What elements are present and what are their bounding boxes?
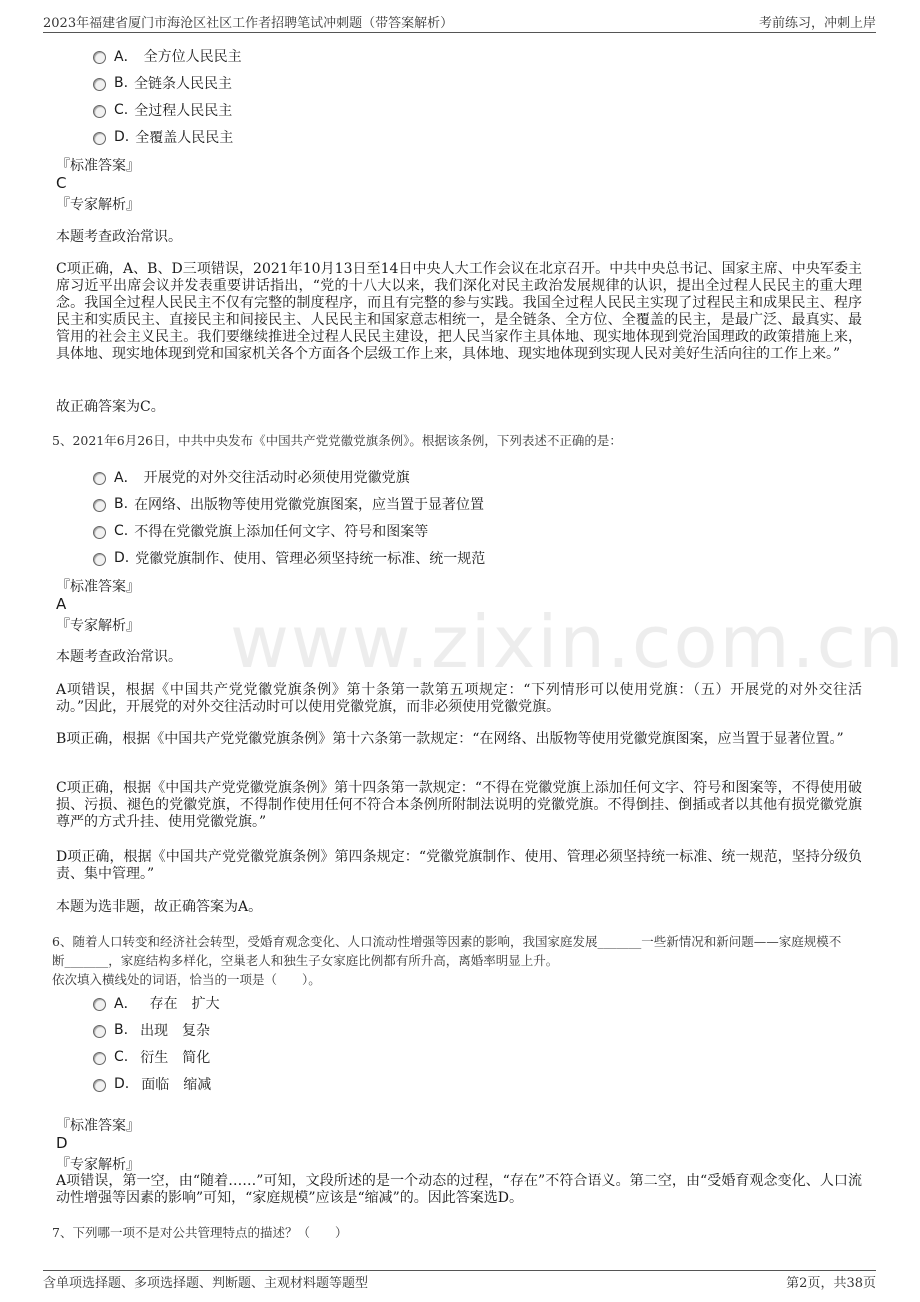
radio-icon[interactable] xyxy=(93,526,106,539)
document-title: 2023年福建省厦门市海沧区社区工作者招聘笔试冲刺题（带答案解析） xyxy=(43,16,454,31)
option-letter: D. xyxy=(114,1076,130,1092)
header-slogan: 考前练习，冲刺上岸 xyxy=(758,16,876,31)
q4-analysis-intro: 本题考查政治常识。 xyxy=(56,229,182,245)
q6-question-line1: 6、随着人口转变和经济社会转型，受婚育观念变化、人口流动性增强等因素的影响，我国家庭发展_______一些新情况和新问题——家庭规模不 xyxy=(52,934,842,949)
q5-option-d[interactable] xyxy=(93,548,485,568)
radio-icon[interactable] xyxy=(93,51,106,64)
option-text: 开展党的对外交往活动时必须使用党徽党旗 xyxy=(143,470,410,486)
q6-option-b[interactable] xyxy=(93,1020,210,1040)
option-letter: A． xyxy=(114,996,138,1012)
header-divider xyxy=(43,32,876,33)
option-letter: C. xyxy=(114,1049,129,1065)
radio-icon[interactable] xyxy=(93,553,106,566)
q5-analysis-a: A项错误，根据《中国共产党党徽党旗条例》第十条第一款第五项规定：“下列情形可以使用党旗：（五）开展党的对外交往活动。”因此，开展党的对外交往活动时可以使用党徽党旗，而非必须使用党徽党旗。 xyxy=(56,682,862,715)
q7-question: 7、下列哪一项不是对公共管理特点的描述？（ ） xyxy=(52,1225,348,1240)
q5-analysis-intro: 本题考查政治常识。 xyxy=(56,649,182,665)
option-letter: D. xyxy=(114,129,130,145)
q5-option-b[interactable] xyxy=(93,494,484,514)
radio-icon[interactable] xyxy=(93,132,106,145)
q6-analysis-label: 『专家解析』 xyxy=(56,1157,140,1173)
q4-answer-label: 『标准答案』 xyxy=(56,158,140,174)
q5-analysis-label: 『专家解析』 xyxy=(56,618,140,634)
option-letter: A． xyxy=(114,470,138,486)
q6-analysis: A项错误，第一空，由“随着……”可知，文段所述的是一个动态的过程，“存在”不符合语义。第二空，由“受婚育观念变化、人口流动性增强等因素的影响”可知，“家庭规模”应该是“缩减”的。因此答案选D。 xyxy=(56,1173,862,1206)
option-text: 全链条人民民主 xyxy=(134,76,233,92)
q4-option-c[interactable] xyxy=(93,100,232,120)
option-text: 存在 扩大 xyxy=(149,996,220,1012)
radio-icon[interactable] xyxy=(93,499,106,512)
q5-analysis-conclusion: 本题为选非题，故正确答案为A。 xyxy=(56,899,263,915)
radio-icon[interactable] xyxy=(93,78,106,91)
watermark: www.zixin.com.cn xyxy=(230,600,906,684)
q6-answer-label: 『标准答案』 xyxy=(56,1118,140,1134)
q5-option-c[interactable] xyxy=(93,521,428,541)
radio-icon[interactable] xyxy=(93,105,106,118)
radio-icon[interactable] xyxy=(93,1025,106,1038)
option-text: 面临 缩减 xyxy=(141,1077,212,1093)
option-letter: C. xyxy=(114,523,129,539)
option-text: 党徽党旗制作、使用、管理必须坚持统一标准、统一规范 xyxy=(135,551,486,567)
q6-question-line3: 依次填入横线处的词语，恰当的一项是（ ）。 xyxy=(52,972,321,987)
q6-question-line2: 断_______，家庭结构多样化，空巢老人和独生子女家庭比例都有所升高，离婚率明显上升。 xyxy=(52,953,559,968)
page-number: 第2页，共38页 xyxy=(786,1276,876,1291)
q5-option-a[interactable] xyxy=(93,467,410,487)
radio-icon[interactable] xyxy=(93,1052,106,1065)
option-text: 在网络、出版物等使用党徽党旗图案，应当置于显著位置 xyxy=(134,497,485,513)
option-text: 全覆盖人民民主 xyxy=(135,130,234,146)
footer-divider xyxy=(43,1270,876,1271)
radio-icon[interactable] xyxy=(93,1079,106,1092)
option-text: 全方位人民民主 xyxy=(143,49,242,65)
option-text: 出现 复杂 xyxy=(140,1023,211,1039)
q4-analysis-conclusion: 故正确答案为C。 xyxy=(56,399,165,415)
option-letter: D. xyxy=(114,550,130,566)
q5-analysis-c: C项正确，根据《中国共产党党徽党旗条例》第十四条第一款规定：“不得在党徽党旗上添加任何文字、符号和图案等，不得使用破损、污损、褪色的党徽党旗，不得制作使用任何不符合本条例所附制法说明的党徽党旗。不得倒挂、倒插或者以其他有损党徽党旗尊严的方式升挂、使用党徽党旗。” xyxy=(56,780,862,830)
q4-answer: C xyxy=(56,174,67,192)
q5-answer: A xyxy=(56,595,67,613)
q4-analysis-label: 『专家解析』 xyxy=(56,197,140,213)
q4-option-a[interactable] xyxy=(93,46,242,66)
option-letter: B. xyxy=(114,1022,129,1038)
q4-option-b[interactable] xyxy=(93,73,232,93)
footer-note: 含单项选择题、多项选择题、判断题、主观材料题等题型 xyxy=(43,1276,369,1291)
option-text: 不得在党徽党旗上添加任何文字、符号和图案等 xyxy=(134,524,429,540)
q6-option-d[interactable] xyxy=(93,1074,211,1094)
q4-analysis-body: C项正确，A、B、D三项错误，2021年10月13日至14日中央人大工作会议在北京召开。中共中央总书记、国家主席、中央军委主席习近平出席会议并发表重要讲话指出，“党的十八大以来，我们深化对民主政治发展规律的认识，提出全过程人民民主的重大理念。我国全过程人民民主不仅有完整的制度程序，而且有完整的参与实践。我国全过程人民民主实现了过程民主和成果民主、程序民主和实质民主、直接民主和间接民主、人民民主和国家意志相统一，是全链条、全方位、全覆盖的民主，是最广泛、最真实、最管用的社会主义民主。我们要继续推进全过程人民民主建设，把人民当家作主具体地、现实地体现到党治国理政的政策措施上来，具体地、现实地体现到党和国家机关各个方面各个层级工作上来，具体地、现实地体现到实现人民对美好生活向往的工作上来。” xyxy=(56,261,862,362)
q6-option-c[interactable] xyxy=(93,1047,210,1067)
radio-icon[interactable] xyxy=(93,472,106,485)
q5-analysis-b: B项正确，根据《中国共产党党徽党旗条例》第十六条第一款规定：“在网络、出版物等使用党徽党旗图案，应当置于显著位置。” xyxy=(56,731,844,747)
option-text: 衍生 简化 xyxy=(140,1050,211,1066)
option-letter: A． xyxy=(114,49,138,65)
option-letter: B. xyxy=(114,496,129,512)
q5-answer-label: 『标准答案』 xyxy=(56,579,140,595)
radio-icon[interactable] xyxy=(93,998,106,1011)
q5-question: 5、2021年6月26日，中共中央发布《中国共产党党徽党旗条例》。根据该条例，下列表述不正确的是： xyxy=(52,433,622,448)
option-letter: B. xyxy=(114,75,129,91)
option-letter: C. xyxy=(114,102,129,118)
option-text: 全过程人民民主 xyxy=(134,103,233,119)
q6-option-a[interactable] xyxy=(93,993,220,1013)
q6-answer: D xyxy=(56,1134,68,1152)
q5-analysis-d: D项正确，根据《中国共产党党徽党旗条例》第四条规定：“党徽党旗制作、使用、管理必须坚持统一标准、统一规范，坚持分级负责、集中管理。” xyxy=(56,849,862,882)
q4-option-d[interactable] xyxy=(93,127,233,147)
